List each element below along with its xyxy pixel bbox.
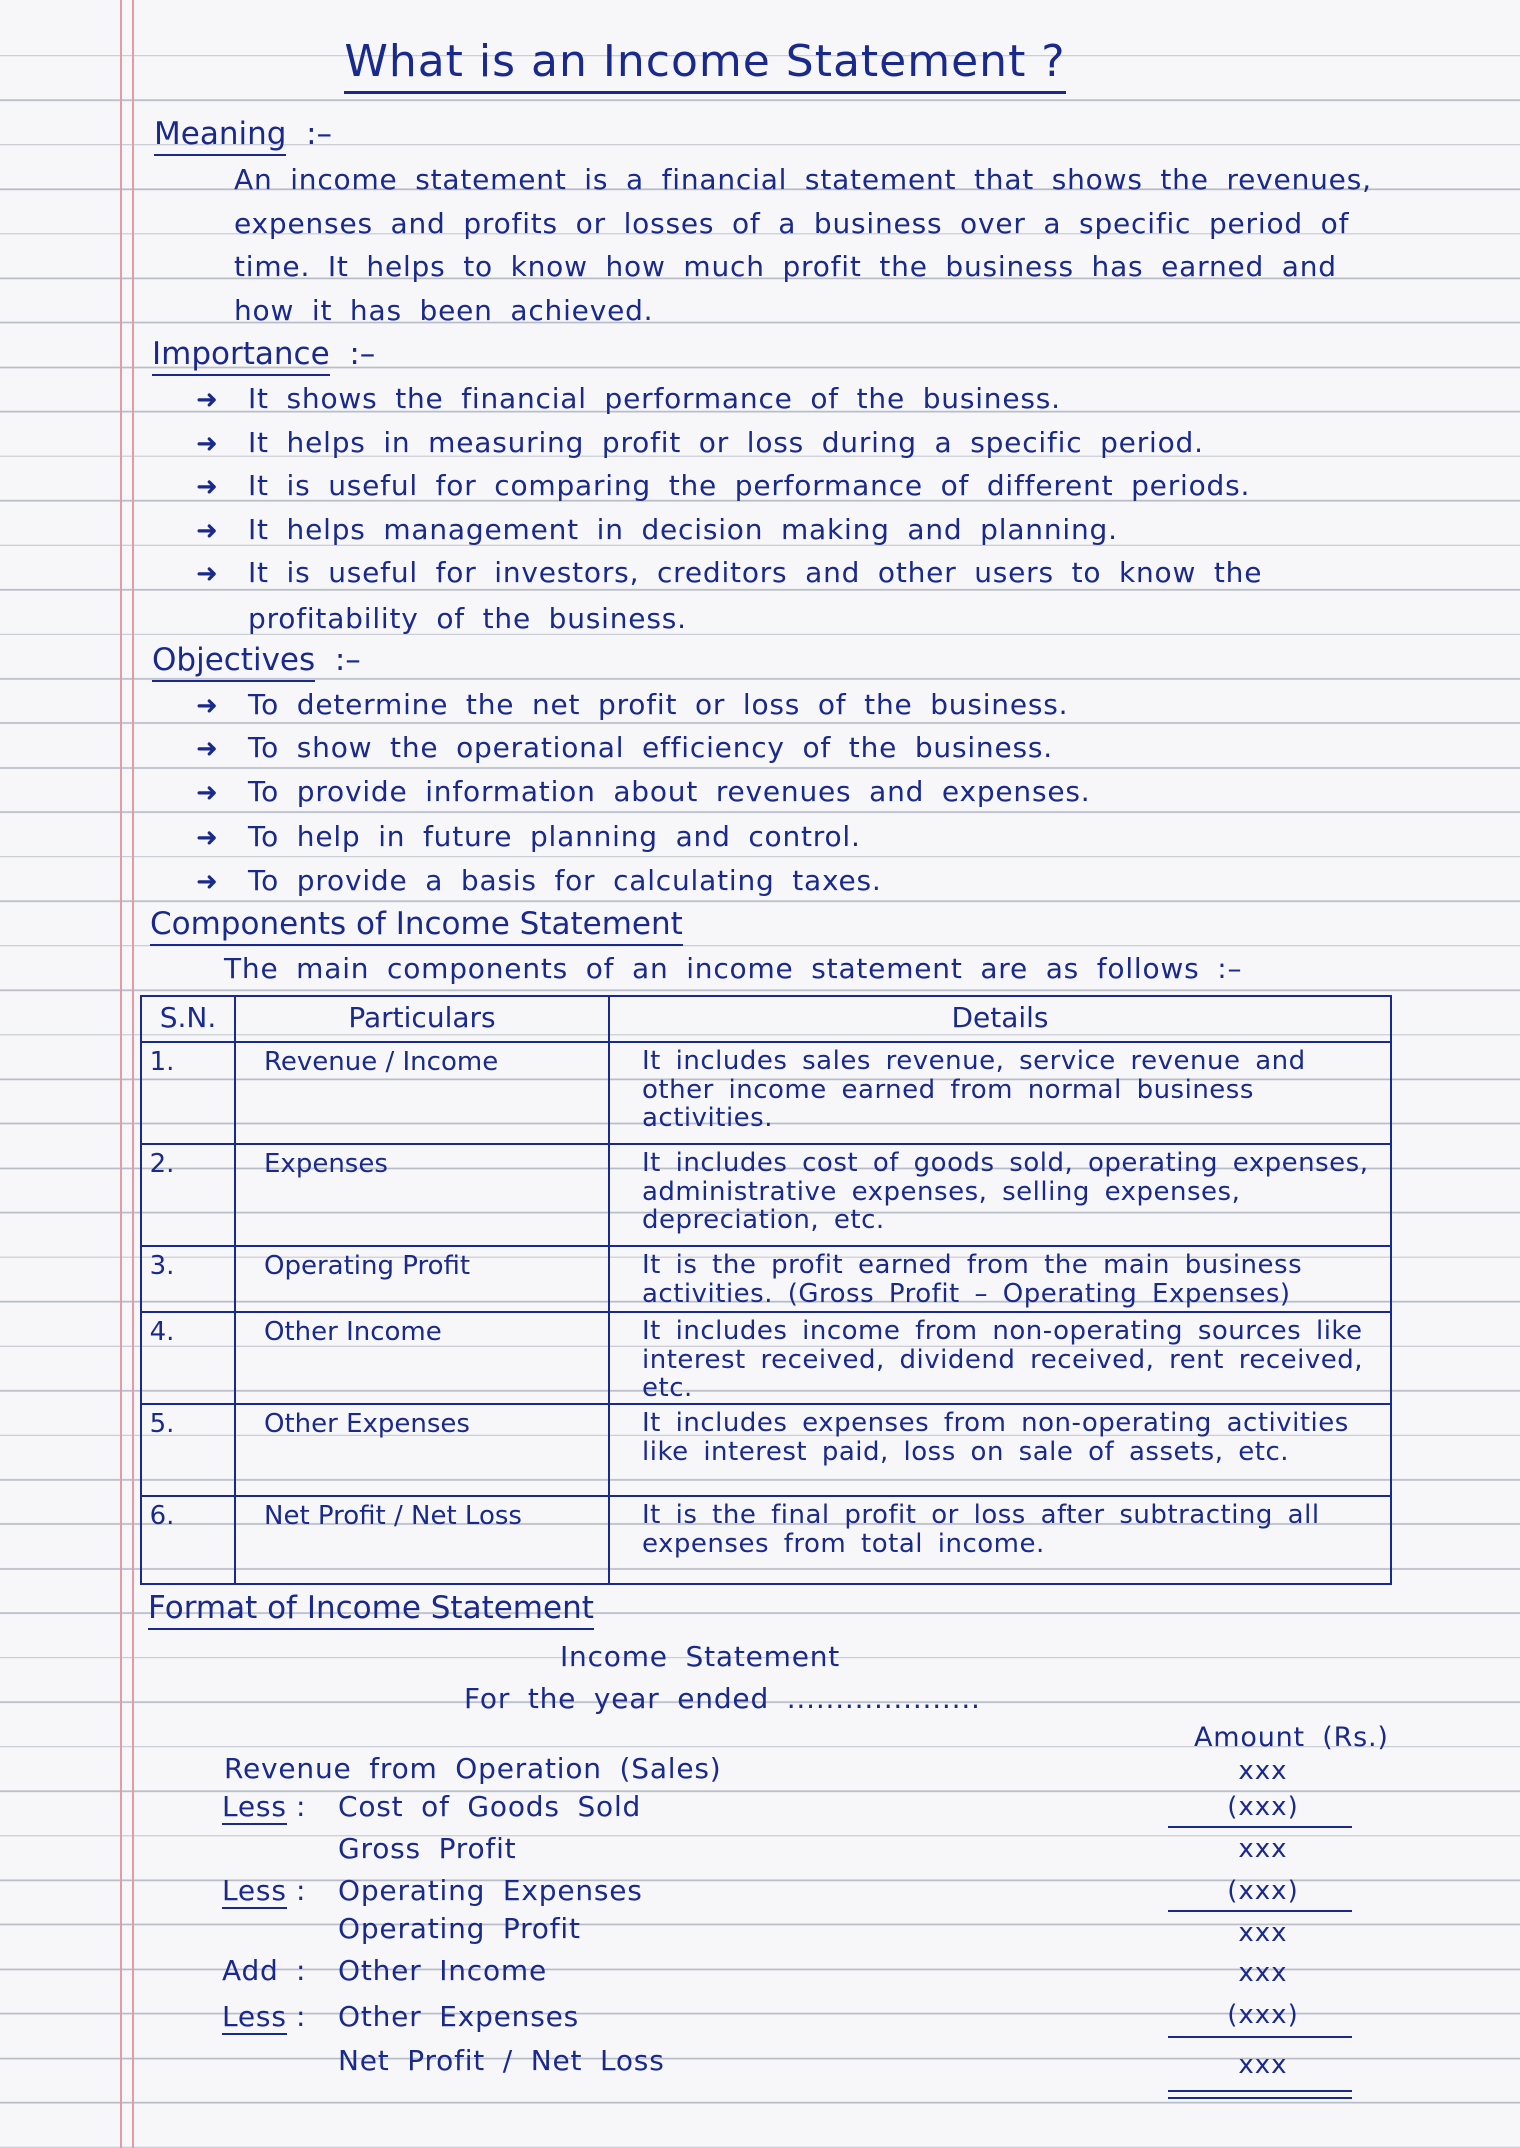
meaning-line: expenses and profits or losses of a business over a specific period of [234,206,1350,240]
format-row-prefix: Add [222,1954,279,1987]
importance-point: ➜ It is useful for comparing the performance of different periods. [196,469,1251,502]
meaning-line: how it has been achieved. [234,293,654,327]
cell-details: It is the final profit or loss after subtracting all expenses from total income. [609,1496,1391,1584]
format-row-amount: xxx [1238,2050,1288,2080]
importance-continuation: profitability of the business. [248,602,687,635]
cell-sn: 5. [141,1404,235,1496]
cell-particular: Revenue / Income [235,1042,609,1144]
page-title: What is an Income Statement ? [0,36,1410,87]
format-row-amount: xxx [1238,1958,1288,1988]
format-row-prefix: Less [222,1874,287,1907]
total-double-rule-bottom [1168,2097,1352,2099]
format-row-sep: : [296,1954,307,1987]
objective-point: ➜ To help in future planning and control. [196,820,861,853]
table-row [141,1042,1391,1144]
table-row [141,1404,1391,1496]
statement-title: Income Statement [560,1640,841,1673]
format-row-label: Operating Expenses [338,1874,643,1907]
statement-period: For the year ended .................... [464,1682,981,1715]
arrow-icon: ➜ [196,867,219,897]
table-header-row [141,996,1391,1042]
arrow-icon: ➜ [196,734,219,764]
table-row [141,1496,1391,1584]
cell-details: It includes sales revenue, service revenue and other income earned from normal business activities. [609,1042,1391,1144]
format-row-label: Operating Profit [338,1912,581,1945]
format-row-sep: : [296,1790,307,1823]
importance-point: ➜ It helps in measuring profit or loss during a specific period. [196,426,1204,459]
components-table [140,995,1392,1585]
table-row [141,1144,1391,1246]
cell-details: It is the profit earned from the main business activities. (Gross Profit – Operating Expenses) [609,1246,1391,1312]
format-row-label: Net Profit / Net Loss [338,2044,665,2077]
components-heading: Components of Income Statement [150,906,683,942]
cell-particular: Expenses [235,1144,609,1246]
header-particulars: Particulars [235,996,609,1042]
format-row-sep: : [296,2000,307,2033]
format-row-label: Cost of Goods Sold [338,1790,642,1823]
cell-details: It includes income from non-operating sources like interest received, dividend received, rent received, etc. [609,1312,1391,1404]
total-double-rule-top [1168,2090,1352,2092]
format-row-prefix: Less [222,2000,287,2033]
amount-header: Amount (Rs.) [1194,1722,1389,1753]
arrow-icon: ➜ [196,691,219,721]
format-row-label: Other Expenses [338,2000,580,2033]
arrow-icon: ➜ [196,559,219,589]
cell-particular: Other Income [235,1312,609,1404]
importance-point: ➜ It shows the financial performance of the business. [196,382,1061,415]
format-row-prefix: Less [222,1790,287,1823]
format-row-amount: xxx [1238,1834,1288,1864]
objective-point: ➜ To determine the net profit or loss of the business. [196,688,1069,721]
cell-sn: 4. [141,1312,235,1404]
format-row-amount: xxx [1238,1918,1288,1948]
objective-point: ➜ To provide information about revenues and expenses. [196,775,1091,808]
format-row-amount: (xxx) [1227,1792,1299,1822]
objective-point: ➜ To show the operational efficiency of the business. [196,731,1053,764]
cell-details: It includes cost of goods sold, operating expenses, administrative expenses, selling expenses, depreciation, etc. [609,1144,1391,1246]
cell-sn: 2. [141,1144,235,1246]
arrow-icon: ➜ [196,385,219,415]
cell-sn: 1. [141,1042,235,1144]
cell-details: It includes expenses from non-operating activities like interest paid, loss on sale of assets, etc. [609,1404,1391,1496]
cell-sn: 3. [141,1246,235,1312]
table-row [141,1246,1391,1312]
meaning-line: time. It helps to know how much profit the business has earned and [234,250,1337,283]
cell-particular: Net Profit / Net Loss [235,1496,609,1584]
header-sn: S.N. [141,996,235,1042]
objective-point: ➜ To provide a basis for calculating taxes. [196,864,882,897]
margin-line-left [120,0,122,2148]
arrow-icon: ➜ [196,778,219,808]
format-row-label: Other Income [338,1954,548,1987]
meaning-paragraph [234,158,1372,332]
format-row-sep: : [296,1874,307,1907]
subtotal-rule [1168,1826,1352,1828]
format-row-label: Revenue from Operation (Sales) [224,1752,722,1785]
importance-point: ➜ It is useful for investors, creditors and other users to know the [196,556,1263,589]
format-heading: Format of Income Statement [148,1590,594,1626]
arrow-icon: ➜ [196,472,219,502]
importance-heading: Importance :– [152,336,375,372]
arrow-icon: ➜ [196,429,219,459]
subtotal-rule [1168,1910,1352,1912]
format-row-amount: xxx [1238,1756,1288,1786]
header-details: Details [609,996,1391,1042]
components-intro: The main components of an income statement are as follows :– [224,952,1243,985]
cell-particular: Other Expenses [235,1404,609,1496]
objectives-heading: Objectives :– [152,642,361,678]
meaning-heading: Meaning :– [154,116,332,152]
subtotal-rule [1168,2036,1352,2038]
meaning-line: An income statement is a financial statement that shows the revenues, [234,163,1372,196]
arrow-icon: ➜ [196,516,219,546]
format-row-amount: (xxx) [1227,2000,1299,2030]
cell-sn: 6. [141,1496,235,1584]
cell-particular: Operating Profit [235,1246,609,1312]
margin-line-right [132,0,134,2148]
arrow-icon: ➜ [196,823,219,853]
table-row [141,1312,1391,1404]
format-row-label: Gross Profit [338,1832,517,1865]
importance-point: ➜ It helps management in decision making and planning. [196,513,1118,546]
format-row-amount: (xxx) [1227,1876,1299,1906]
